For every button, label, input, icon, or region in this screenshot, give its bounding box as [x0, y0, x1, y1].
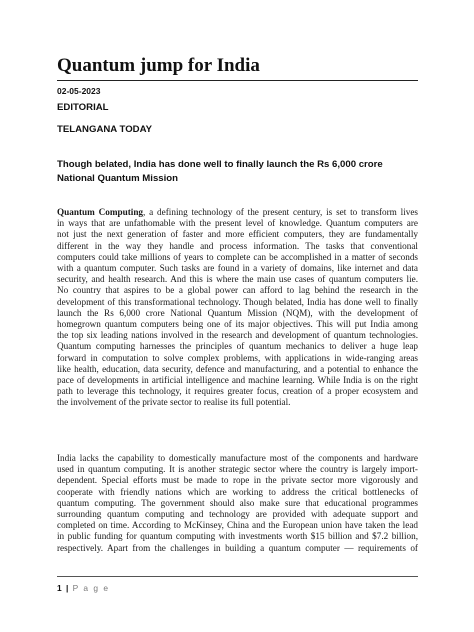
paragraph-1-line: not just the next generation of faster and more efficient computers, they are fundamentally — [57, 229, 418, 240]
paragraph-1-line — [57, 207, 418, 218]
page-label: P a g e — [72, 583, 110, 593]
paragraph-2-line: completed on time. According to McKinsey, China and the European union have taken the lead — [57, 520, 418, 531]
paragraph-1-line: path to leverage this technology, it requires greater focus, creation of a proper ecosystem and — [57, 386, 418, 397]
footer-divider — [57, 576, 418, 577]
paragraph-1-line: different in the way they handle and process information. The tasks that conventional — [57, 240, 418, 251]
paragraph-1-line: like health, education, data security, defence and manufacturing, and a potential to enhance the — [57, 363, 418, 374]
paragraph-2-line: used in quantum computing. It is another strategic sector where the country is largely import- — [57, 464, 418, 475]
article-source: TELANGANA TODAY — [57, 124, 153, 135]
paragraph-1-line: Quantum computing harnesses the principles of quantum mechanics to deliver a huge leap — [57, 341, 418, 352]
paragraph-1-lead-term: Quantum Computing — [57, 207, 144, 217]
paragraph-1-line: with a quantum computer. Such tasks are found in a variety of domains, like internet and data — [57, 263, 418, 274]
paragraph-2-line: dependent. Special efforts must be made to rope in the private sector more vigorously and — [57, 475, 418, 486]
paragraph-1-line: homegrown quantum computers being one of its major objectives. This will put India among — [57, 319, 418, 330]
paragraph-2 — [57, 453, 418, 554]
article-title: Quantum jump for India — [57, 55, 260, 76]
paragraph-2-line: quantum computing. The government should also make sure that educational programmes — [57, 497, 418, 508]
page-number: 1 — [57, 583, 62, 593]
paragraph-2-line: cooperate with friendly nations which are working to address the critical bottlenecks of — [57, 486, 418, 497]
paragraph-1-line: the involvement of the private sector to realise its full potential. — [57, 397, 291, 408]
paragraph-1-line: No country that aspires to be a global power can afford to lag behind the research in the — [57, 285, 418, 296]
paragraph-1-line: launch the Rs 6,000 crore National Quantum Mission (NQM), with the development of — [57, 307, 418, 318]
paragraph-1-line: security, and health research. And this is where the main use cases of quantum computers lie. — [57, 274, 418, 285]
paragraph-1-line: computers could take millions of years to complete can be accomplished in a matter of seconds — [57, 251, 418, 262]
paragraph-1-line: pace of developments in artificial intelligence and machine learning. While India is on the right — [57, 375, 418, 386]
paragraph-1 — [57, 207, 418, 409]
paragraph-1-line: forward in computation to solve complex problems, with applications in wide-ranging areas — [57, 352, 418, 363]
paragraph-2-line: respectively. Apart from the challenges in building a quantum computer — requirements of — [57, 542, 418, 553]
paragraph-1-line: development of this transformational technology. Though belated, India has done well to finally — [57, 296, 418, 307]
footer-separator: | — [66, 583, 69, 593]
paragraph-1-line-text: , a defining technology of the present century, is set to transform lives — [143, 207, 418, 217]
paragraph-2-line: in public funding for quantum computing with investments worth $15 billion and $7.2 billion, — [57, 531, 418, 542]
article-subheading: Though belated, India has done well to finally launch the Rs 6,000 crore National Quantum Mission — [57, 159, 383, 184]
article-section: EDITORIAL — [57, 102, 109, 113]
paragraph-1-line: in ways that are unfathomable with the present level of knowledge. Quantum computers are — [57, 218, 418, 229]
title-underline — [57, 80, 418, 81]
paragraph-2-line: surrounding quantum computing and technology are provided with adequate support and — [57, 509, 418, 520]
paragraph-1-line: the top six leading nations involved in the research and development of quantum technologies. — [57, 330, 418, 341]
article-date: 02-05-2023 — [57, 86, 101, 96]
paragraph-2-line: India lacks the capability to domestically manufacture most of the components and hardware — [57, 453, 418, 463]
page-footer — [57, 583, 110, 593]
